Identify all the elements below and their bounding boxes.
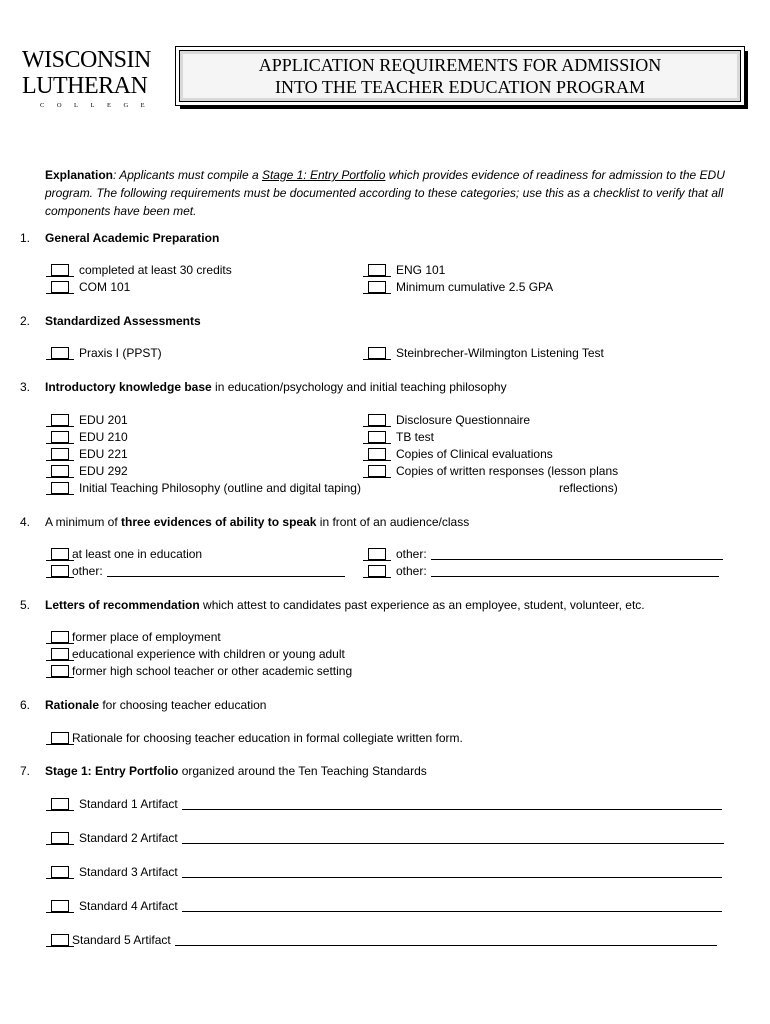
college-logo xyxy=(22,46,157,116)
section-title-rest: organized around the Ten Teaching Standards xyxy=(178,764,427,778)
item-label: Initial Teaching Philosophy (outline and digital taping) xyxy=(79,481,361,495)
explanation-text-post: which provides evidence of readiness for admission to the EDU xyxy=(385,168,725,182)
item-label: former high school teacher or other academic setting xyxy=(72,664,353,678)
checklist-item[interactable] xyxy=(368,413,530,427)
checkbox[interactable] xyxy=(51,832,69,844)
checklist-item[interactable] xyxy=(51,547,202,561)
section-title: Rationale xyxy=(45,698,100,712)
checklist-item[interactable] xyxy=(51,630,221,644)
checkbox[interactable] xyxy=(368,264,386,276)
checkbox[interactable] xyxy=(51,264,69,276)
item-label: EDU 221 xyxy=(79,447,128,461)
item-label: educational experience with children or young adult xyxy=(72,647,345,661)
checkbox[interactable] xyxy=(51,465,69,477)
checklist-item[interactable] xyxy=(51,664,352,678)
fill-in-line[interactable] xyxy=(431,565,719,577)
standard-artifact-item[interactable] xyxy=(51,933,717,947)
item-label: former place of employment xyxy=(72,630,221,644)
logo-line1: WISCONSIN xyxy=(22,47,151,73)
item-label: EDU 292 xyxy=(79,464,128,478)
section-7-heading xyxy=(20,764,427,778)
checkbox[interactable] xyxy=(51,798,69,810)
checklist-item[interactable] xyxy=(51,346,162,360)
checkbox[interactable] xyxy=(368,414,386,426)
section-title: Stage 1: Entry Portfolio xyxy=(45,764,179,778)
item-label-continued: reflections) xyxy=(559,481,618,495)
item-label: ENG 101 xyxy=(396,263,446,277)
section-title-rest: which attest to candidates past experience as an employee, student, volunteer, etc. xyxy=(199,598,645,612)
checklist-item[interactable] xyxy=(368,430,434,444)
item-label: at least one in education xyxy=(72,547,203,561)
checkbox[interactable] xyxy=(368,281,386,293)
checklist-item[interactable] xyxy=(51,430,128,444)
item-label: other: xyxy=(396,564,427,578)
checklist-item[interactable] xyxy=(51,447,128,461)
fill-in-line[interactable] xyxy=(182,832,724,844)
checklist-item[interactable] xyxy=(368,547,723,561)
checklist-item[interactable] xyxy=(51,464,128,478)
checklist-item[interactable] xyxy=(368,280,553,294)
section-title: three evidences of ability to speak xyxy=(121,515,317,529)
section-1-heading xyxy=(20,231,219,245)
logo-line3: COLLEGE xyxy=(40,102,158,109)
checkbox[interactable] xyxy=(51,565,69,577)
section-3-heading xyxy=(20,380,507,394)
checkbox[interactable] xyxy=(51,431,69,443)
checklist-item[interactable] xyxy=(51,413,128,427)
section-title-rest: in front of an audience/class xyxy=(316,515,470,529)
checklist-item[interactable] xyxy=(368,447,553,461)
section-number: 6. xyxy=(20,698,31,712)
section-number: 5. xyxy=(20,598,31,612)
section-title: Letters of recommendation xyxy=(45,598,200,612)
checklist-item[interactable] xyxy=(51,481,361,495)
item-label: other: xyxy=(396,547,427,561)
item-label: Disclosure Questionnaire xyxy=(396,413,531,427)
item-label: Standard 5 Artifact xyxy=(72,933,171,947)
section-title: General Academic Preparation xyxy=(45,231,220,245)
checkbox[interactable] xyxy=(51,934,69,946)
checklist-item[interactable] xyxy=(51,280,130,294)
checklist-item[interactable] xyxy=(368,263,445,277)
section-2-heading xyxy=(20,314,201,328)
item-label: Standard 4 Artifact xyxy=(79,899,178,913)
item-label: EDU 210 xyxy=(79,430,128,444)
checkbox[interactable] xyxy=(368,565,386,577)
checklist-item[interactable] xyxy=(368,564,719,578)
checkbox[interactable] xyxy=(51,482,69,494)
section-6-heading xyxy=(20,698,266,712)
logo-line2: LUTHERAN xyxy=(22,73,148,99)
checklist-item[interactable] xyxy=(51,647,345,661)
checkbox[interactable] xyxy=(51,347,69,359)
checklist-item[interactable] xyxy=(51,263,232,277)
checkbox[interactable] xyxy=(368,347,386,359)
title-box xyxy=(175,46,745,106)
standard-artifact-item[interactable] xyxy=(51,797,722,811)
item-label: Standard 1 Artifact xyxy=(79,797,178,811)
section-title-rest: in education/psychology and initial teaching philosophy xyxy=(211,380,507,394)
standard-artifact-item[interactable] xyxy=(51,865,722,879)
fill-in-line[interactable] xyxy=(182,866,722,878)
checkbox[interactable] xyxy=(51,866,69,878)
item-label: other: xyxy=(72,564,103,578)
checklist-item[interactable] xyxy=(51,731,463,745)
title-line1: APPLICATION REQUIREMENTS FOR ADMISSION xyxy=(258,55,662,75)
checkbox[interactable] xyxy=(51,281,69,293)
section-number: 7. xyxy=(20,764,31,778)
item-label: COM 101 xyxy=(79,280,131,294)
checklist-item[interactable] xyxy=(368,346,604,360)
item-label: TB test xyxy=(396,430,435,444)
checklist-item[interactable] xyxy=(368,464,618,478)
item-label: Standard 2 Artifact xyxy=(79,831,178,845)
checkbox[interactable] xyxy=(51,665,69,677)
title-line2: INTO THE TEACHER EDUCATION PROGRAM xyxy=(274,77,645,97)
section-title-rest: for choosing teacher education xyxy=(99,698,267,712)
item-label: Minimum cumulative 2.5 GPA xyxy=(396,280,554,294)
section-number: 1. xyxy=(20,231,31,245)
section-title: Introductory knowledge base xyxy=(45,380,212,394)
checkbox[interactable] xyxy=(51,448,69,460)
explanation-line2: program. The following requirements must be documented according to these categories; use this as a checklist to verify that all xyxy=(45,186,724,200)
item-label: Copies of written responses (lesson plans xyxy=(396,464,619,478)
standard-artifact-item[interactable] xyxy=(51,831,724,845)
checkbox[interactable] xyxy=(51,631,69,643)
checkbox[interactable] xyxy=(368,465,386,477)
checklist-item[interactable] xyxy=(51,564,345,578)
fill-in-line[interactable] xyxy=(107,565,345,577)
fill-in-line[interactable] xyxy=(182,900,722,912)
section-number: 3. xyxy=(20,380,31,394)
item-label: EDU 201 xyxy=(79,413,128,427)
section-4-heading xyxy=(20,515,469,529)
explanation-label: Explanation xyxy=(45,168,114,182)
explanation-text-pre: : Applicants must compile a xyxy=(113,168,262,182)
checkbox[interactable] xyxy=(51,548,69,560)
explanation xyxy=(45,166,765,220)
standard-artifact-item[interactable] xyxy=(51,899,722,913)
checkbox[interactable] xyxy=(51,648,69,660)
item-label: Praxis I (PPST) xyxy=(79,346,162,360)
section-title: Standardized Assessments xyxy=(45,314,201,328)
checkbox[interactable] xyxy=(51,414,69,426)
checkbox[interactable] xyxy=(368,448,386,460)
item-label: Steinbrecher-Wilmington Listening Test xyxy=(396,346,604,360)
fill-in-line[interactable] xyxy=(431,548,723,560)
section-title-pre: A minimum of xyxy=(45,515,122,529)
fill-in-line[interactable] xyxy=(182,798,722,810)
item-label: completed at least 30 credits xyxy=(79,263,232,277)
item-label: Copies of Clinical evaluations xyxy=(396,447,553,461)
item-label: Rationale for choosing teacher education in formal collegiate written form. xyxy=(72,731,463,745)
section-number: 2. xyxy=(20,314,31,328)
entry-portfolio-link: Stage 1: Entry Portfolio xyxy=(261,168,386,182)
fill-in-line[interactable] xyxy=(175,934,717,946)
item-label: Standard 3 Artifact xyxy=(79,865,178,879)
section-number: 4. xyxy=(20,515,31,529)
explanation-line3: components have been met. xyxy=(45,204,197,218)
checkbox[interactable] xyxy=(368,548,386,560)
checkbox[interactable] xyxy=(51,900,69,912)
checkbox[interactable] xyxy=(51,732,69,744)
checkbox[interactable] xyxy=(368,431,386,443)
section-5-heading xyxy=(20,598,645,612)
